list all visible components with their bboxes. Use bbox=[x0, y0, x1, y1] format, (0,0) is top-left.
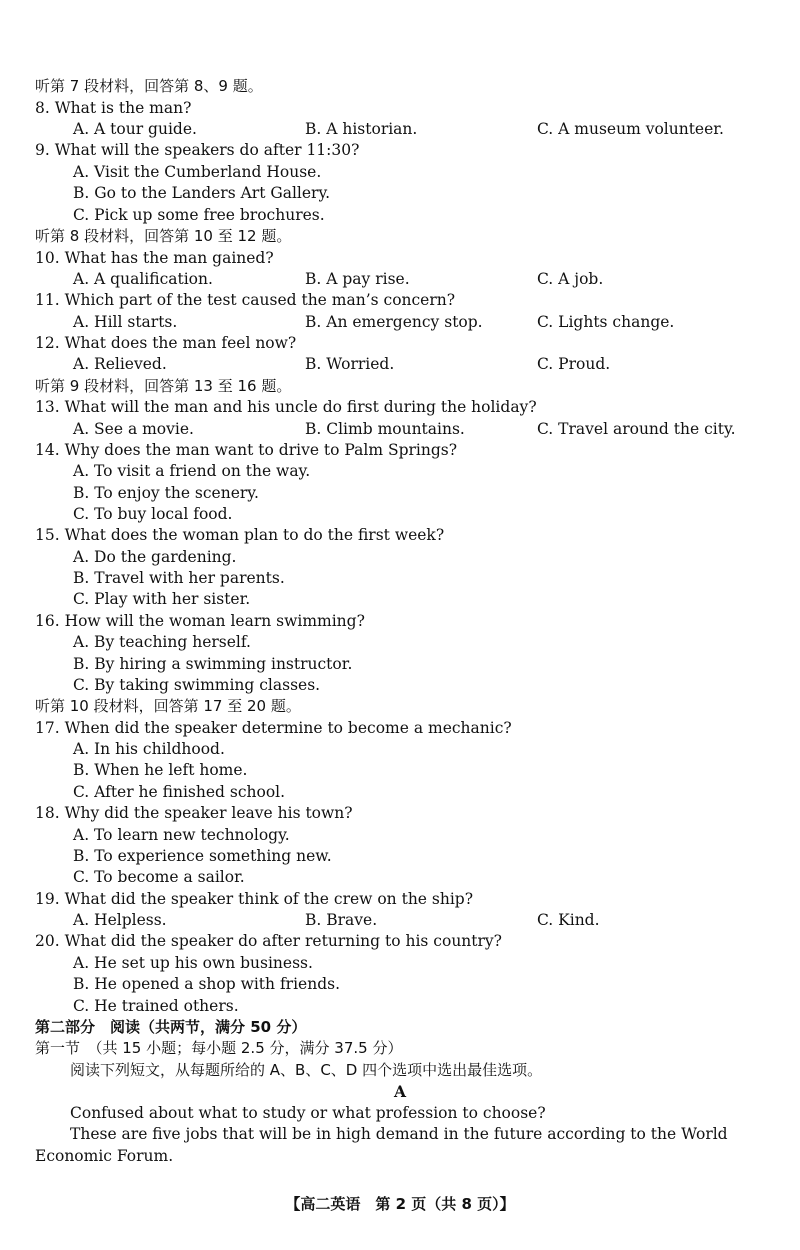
question-8-option-a: A. A tour guide. bbox=[73, 120, 197, 138]
question-15-stem: 15. What does the woman plan to do the first week? bbox=[35, 526, 445, 544]
question-20-option-a: A. He set up his own business. bbox=[73, 954, 313, 972]
question-18-option-c: C. To become a sailor. bbox=[73, 868, 245, 886]
part-2-title: 第二部分 阅读（共两节，满分 50 分） bbox=[35, 1018, 307, 1036]
section-7-header: 听第 7 段材料，回答第 8、9 题。 bbox=[35, 77, 263, 95]
passage-paragraph-2-line-2: Economic Forum. bbox=[35, 1147, 174, 1165]
question-13-option-c: C. Travel around the city. bbox=[537, 420, 736, 438]
question-12-option-c: C. Proud. bbox=[537, 355, 611, 373]
question-9-stem: 9. What will the speakers do after 11:30? bbox=[35, 141, 360, 159]
question-14-option-b: B. To enjoy the scenery. bbox=[73, 484, 259, 502]
page-footer: 【高二英语 第 2 页（共 8 页）】 bbox=[285, 1195, 515, 1213]
question-15-option-c: C. Play with her sister. bbox=[73, 590, 251, 608]
question-11-stem: 11. Which part of the test caused the man’s concern? bbox=[35, 291, 456, 309]
question-12-option-a: A. Relieved. bbox=[73, 355, 167, 373]
question-20-option-b: B. He opened a shop with friends. bbox=[73, 975, 341, 993]
question-17-option-a: A. In his childhood. bbox=[73, 740, 225, 758]
question-15-option-b: B. Travel with her parents. bbox=[73, 569, 285, 587]
question-16-option-b: B. By hiring a swimming instructor. bbox=[73, 655, 353, 673]
question-18-stem: 18. Why did the speaker leave his town? bbox=[35, 804, 353, 822]
question-13-option-a: A. See a movie. bbox=[73, 420, 194, 438]
question-19-stem: 19. What did the speaker think of the crew on the ship? bbox=[35, 890, 474, 908]
question-9-option-b: B. Go to the Landers Art Gallery. bbox=[73, 184, 331, 202]
question-17-stem: 17. When did the speaker determine to become a mechanic? bbox=[35, 719, 512, 737]
question-8-option-b: B. A historian. bbox=[305, 120, 418, 138]
reading-instruction: 阅读下列短文，从每题所给的 A、B、C、D 四个选项中选出最佳选项。 bbox=[70, 1061, 543, 1079]
question-11-option-b: B. An emergency stop. bbox=[305, 313, 483, 331]
question-10-option-c: C. A job. bbox=[537, 270, 604, 288]
question-11-option-c: C. Lights change. bbox=[537, 313, 675, 331]
question-20-stem: 20. What did the speaker do after returning to his country? bbox=[35, 932, 502, 950]
passage-paragraph-2-line-1: These are five jobs that will be in high demand in the future according to the World bbox=[70, 1125, 728, 1143]
question-17-option-b: B. When he left home. bbox=[73, 761, 248, 779]
question-15-option-a: A. Do the gardening. bbox=[73, 548, 237, 566]
passage-paragraph-1: Confused about what to study or what profession to choose? bbox=[70, 1104, 546, 1122]
question-10-stem: 10. What has the man gained? bbox=[35, 249, 274, 267]
question-9-option-c: C. Pick up some free brochures. bbox=[73, 206, 325, 224]
question-10-option-a: A. A qualification. bbox=[73, 270, 213, 288]
part-2-section-1-header: 第一节 （共 15 小题；每小题 2.5 分，满分 37.5 分） bbox=[35, 1039, 403, 1057]
question-14-option-c: C. To buy local food. bbox=[73, 505, 233, 523]
question-19-option-c: C. Kind. bbox=[537, 911, 600, 929]
question-16-stem: 16. How will the woman learn swimming? bbox=[35, 612, 365, 630]
section-8-header: 听第 8 段材料，回答第 10 至 12 题。 bbox=[35, 227, 292, 245]
question-16-option-c: C. By taking swimming classes. bbox=[73, 676, 321, 694]
question-19-option-b: B. Brave. bbox=[305, 911, 378, 929]
question-8-option-c: C. A museum volunteer. bbox=[537, 120, 724, 138]
question-20-option-c: C. He trained others. bbox=[73, 997, 239, 1015]
question-18-option-b: B. To experience something new. bbox=[73, 847, 332, 865]
question-19-option-a: A. Helpless. bbox=[73, 911, 167, 929]
section-10-header: 听第 10 段材料，回答第 17 至 20 题。 bbox=[35, 697, 301, 715]
section-9-header: 听第 9 段材料，回答第 13 至 16 题。 bbox=[35, 377, 292, 395]
question-8-stem: 8. What is the man? bbox=[35, 99, 192, 117]
question-12-option-b: B. Worried. bbox=[305, 355, 395, 373]
question-10-option-b: B. A pay rise. bbox=[305, 270, 410, 288]
question-18-option-a: A. To learn new technology. bbox=[73, 826, 290, 844]
question-12-stem: 12. What does the man feel now? bbox=[35, 334, 297, 352]
question-17-option-c: C. After he finished school. bbox=[73, 783, 286, 801]
question-16-option-a: A. By teaching herself. bbox=[73, 633, 251, 651]
question-13-stem: 13. What will the man and his uncle do first during the holiday? bbox=[35, 398, 537, 416]
question-9-option-a: A. Visit the Cumberland House. bbox=[73, 163, 322, 181]
question-11-option-a: A. Hill starts. bbox=[73, 313, 178, 331]
question-14-stem: 14. Why does the man want to drive to Palm Springs? bbox=[35, 441, 458, 459]
question-13-option-b: B. Climb mountains. bbox=[305, 420, 465, 438]
question-14-option-a: A. To visit a friend on the way. bbox=[73, 462, 311, 480]
passage-label: A bbox=[393, 1082, 407, 1101]
